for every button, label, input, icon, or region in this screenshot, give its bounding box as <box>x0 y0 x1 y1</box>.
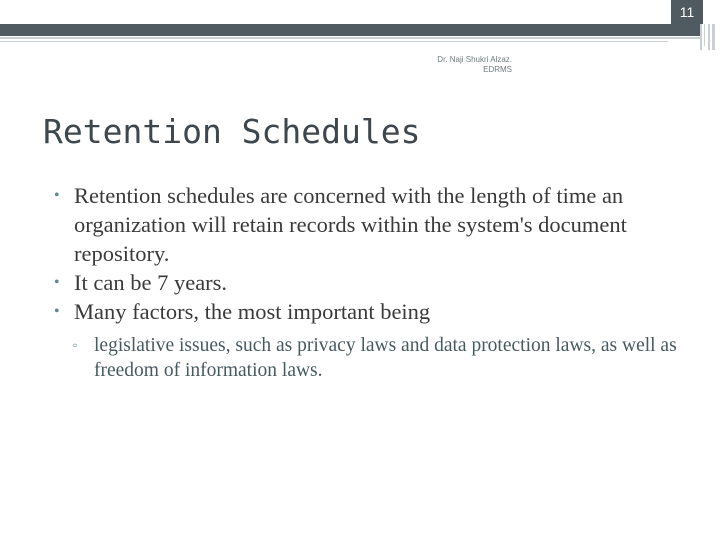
decor-stripe <box>700 24 702 50</box>
header-dark-bar <box>0 24 700 36</box>
bullet-dot-icon: • <box>54 274 60 291</box>
header-band <box>0 0 720 24</box>
bullet-item <box>54 297 694 326</box>
author-caption <box>437 55 512 75</box>
bullet-list <box>54 181 694 383</box>
page-number: 11 <box>679 4 695 20</box>
decor-stripe <box>708 24 710 50</box>
header-line <box>0 37 700 39</box>
bullet-dot-icon: • <box>54 303 60 320</box>
course-code: EDRMS <box>483 65 512 74</box>
author-name: Dr. Naji Shukri Alzaz. <box>437 55 512 64</box>
decor-stripe <box>704 24 705 46</box>
bullet-item <box>54 268 694 297</box>
sub-bullet-text: legislative issues, such as privacy laws and data protection laws, as well as freedom of information laws. <box>94 335 677 381</box>
bullet-dot-icon: • <box>54 187 60 204</box>
sub-bullet-item <box>54 333 694 383</box>
bullet-text: It can be 7 years. <box>74 270 228 295</box>
bullet-item <box>54 181 694 268</box>
bullet-text: Retention schedules are concerned with the length of time an organization will retain records within the system's document repository. <box>74 183 627 266</box>
decor-stripe <box>712 24 715 50</box>
slide-title: Retention Schedules <box>43 112 421 151</box>
square-bullet-icon: ▫ <box>73 338 78 352</box>
header-thin-line <box>0 41 668 42</box>
bullet-text: Many factors, the most important being <box>74 299 431 324</box>
